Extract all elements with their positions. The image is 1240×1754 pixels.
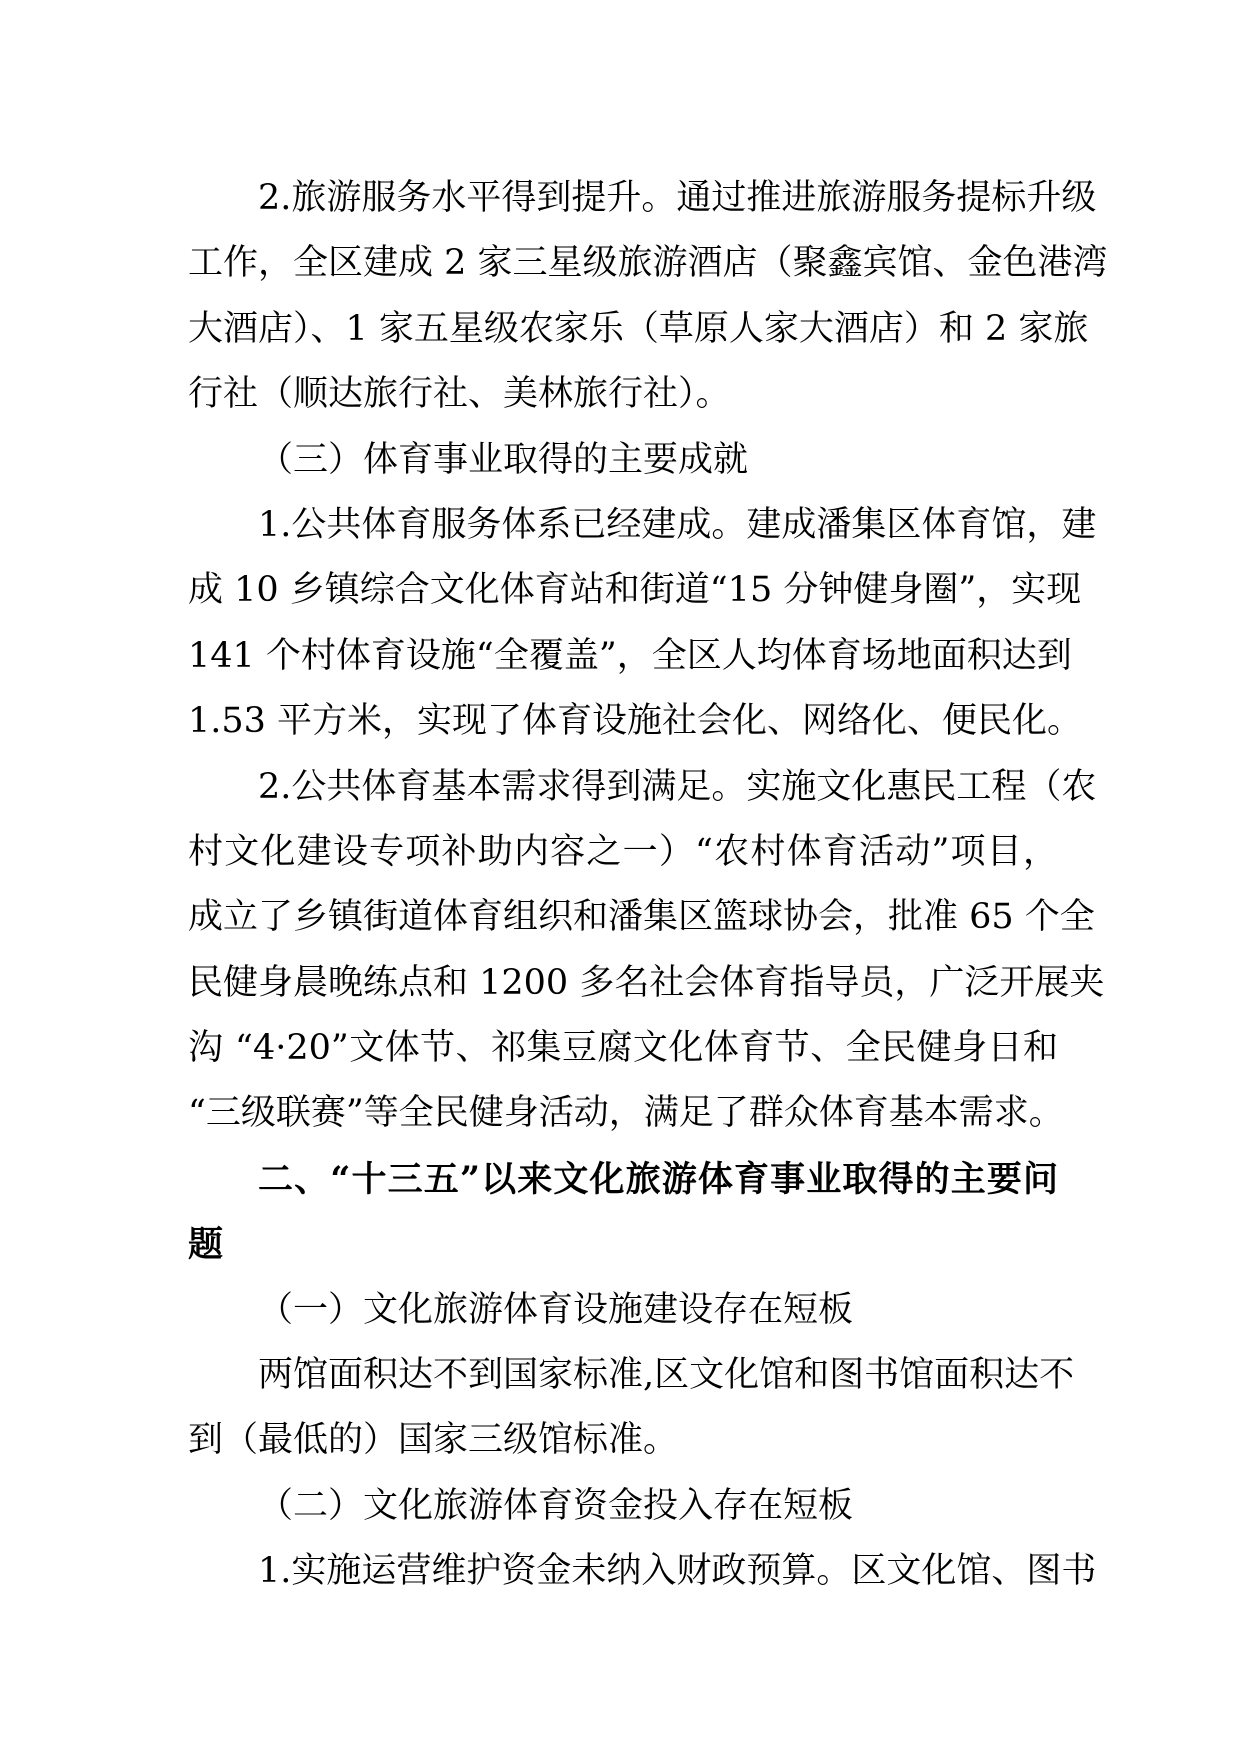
- paragraph-line: 大酒店）、1 家五星级农家乐（草原人家大酒店）和 2 家旅: [188, 308, 1089, 349]
- paragraph-line: 2.旅游服务水平得到提升。通过推进旅游服务提标升级: [258, 178, 1097, 218]
- paragraph-line: 2.公共体育基本需求得到满足。实施文化惠民工程（农: [258, 766, 1097, 807]
- paragraph-line: 成立了乡镇街道体育组织和潘集区篮球协会，批准 65 个全: [188, 897, 1095, 938]
- paragraph-line: 沟 “4·20”文体节、祁集豆腐文化体育节、全民健身日和: [188, 1028, 1058, 1069]
- paragraph-line: 民健身晨晚练点和 1200 多名社会体育指导员，广泛开展夹: [188, 962, 1105, 1003]
- paragraph-line: 到（最低的）国家三级馆标准。: [188, 1420, 679, 1461]
- paragraph-line: 两馆面积达不到国家标准,区文化馆和图书馆面积达不: [258, 1355, 1075, 1396]
- paragraph-line: 1.实施运营维护资金未纳入财政预算。区文化馆、图书: [258, 1551, 1097, 1592]
- paragraph-line: “三级联赛”等全民健身活动，满足了群众体育基本需求。: [188, 1093, 1064, 1134]
- paragraph-line: 行社（顺达旅行社、美林旅行社）。: [188, 374, 731, 415]
- paragraph-line: 成 10 乡镇综合文化体育站和街道“15 分钟健身圈”，实现: [188, 570, 1082, 611]
- paragraph-line: 村文化建设专项补助内容之一）“农村体育活动”项目，: [188, 831, 1058, 872]
- section-subheading: （二）文化旅游体育资金投入存在短板: [258, 1485, 854, 1526]
- paragraph-line: 141 个村体育设施“全覆盖”，全区人均体育场地面积达到: [188, 635, 1072, 676]
- document-body: [188, 166, 1108, 1605]
- section-subheading: （一）文化旅游体育设施建设存在短板: [258, 1289, 854, 1330]
- section-heading: 二、“十三五”以来文化旅游体育事业取得的主要问: [258, 1158, 1058, 1200]
- paragraph-line: 1.公共体育服务体系已经建成。建成潘集区体育馆，建: [258, 504, 1097, 545]
- paragraph-line: 工作，全区建成 2 家三星级旅游酒店（聚鑫宾馆、金色港湾: [188, 243, 1108, 284]
- paragraph-line: 1.53 平方米，实现了体育设施社会化、网络化、便民化。: [188, 701, 1083, 742]
- section-heading-continued: 题: [188, 1224, 224, 1266]
- section-subheading: （三）体育事业取得的主要成就: [258, 439, 749, 480]
